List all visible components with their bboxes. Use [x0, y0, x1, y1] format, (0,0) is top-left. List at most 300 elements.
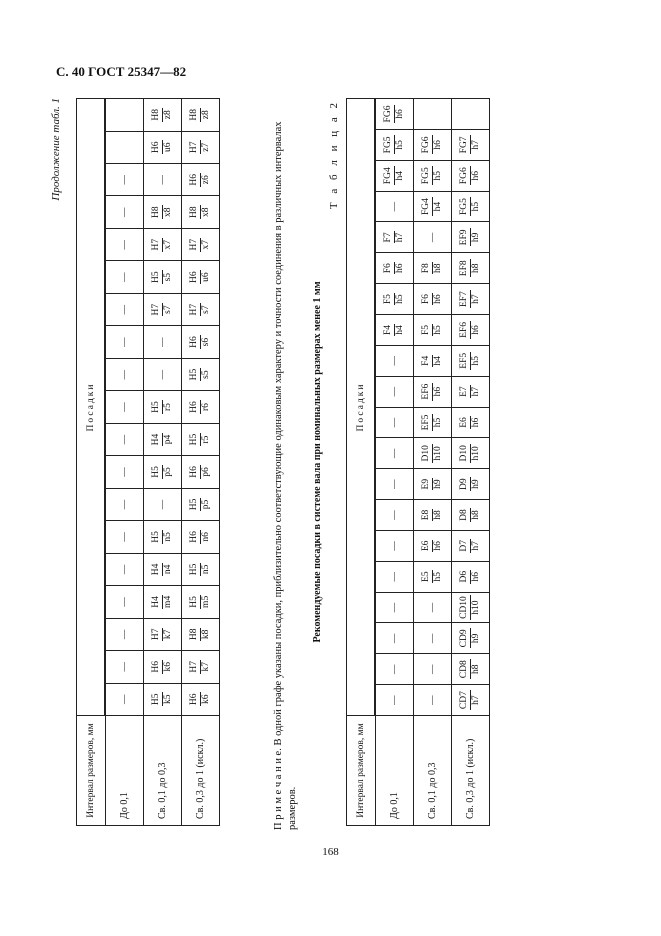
shaft-tolerance: h5 [433, 170, 443, 181]
shaft-tolerance: h5 [433, 571, 443, 582]
fit-fraction [383, 105, 406, 124]
fit-fraction [459, 690, 482, 710]
fit-cell [144, 228, 182, 260]
rotated-content [46, 94, 616, 830]
shaft-tolerance: h7 [471, 140, 481, 150]
hole-tolerance: E6 [459, 417, 469, 428]
fit-fraction [189, 108, 212, 122]
fit-fraction [421, 383, 444, 401]
hole-tolerance: D8 [459, 509, 469, 521]
fit-fraction [459, 595, 482, 620]
hole-tolerance: H8 [151, 108, 161, 121]
hole-tolerance: F7 [383, 232, 393, 243]
fit-fraction [459, 259, 482, 277]
fit-cell [414, 376, 452, 407]
fit-fraction [151, 660, 174, 674]
fit-cell: — [106, 618, 144, 650]
fit-cell [452, 654, 490, 685]
fit-cell: — [144, 326, 182, 358]
hole-tolerance: H5 [189, 563, 199, 576]
fit-cell [144, 423, 182, 455]
fit-cell [452, 623, 490, 654]
fit-fraction [189, 465, 212, 479]
fit-cell [414, 284, 452, 315]
table-row [106, 99, 144, 826]
shaft-tolerance: h5 [471, 201, 481, 212]
hole-tolerance: H7 [189, 141, 199, 154]
hole-tolerance: H7 [151, 628, 161, 641]
hole-tolerance: D7 [459, 540, 469, 552]
fit-cell [452, 592, 490, 623]
shaft-tolerance: h6 [471, 417, 481, 428]
fit-cell: — [106, 196, 144, 228]
fit-cell [144, 131, 182, 163]
fit-cell: — [376, 191, 414, 222]
shaft-tolerance: k5 [163, 694, 173, 705]
fit-cell [414, 99, 452, 130]
shaft-tolerance: h4 [395, 170, 405, 181]
table-row [376, 99, 414, 826]
fit-cell [452, 500, 490, 531]
table-row [414, 99, 452, 826]
fit-cell: — [144, 358, 182, 390]
fit-fraction [151, 595, 174, 609]
fit-cell: — [106, 683, 144, 715]
hole-tolerance: FG4 [421, 198, 431, 216]
shaft-tolerance: h10 [471, 446, 481, 461]
hole-tolerance: H7 [189, 303, 199, 316]
hole-tolerance: F5 [421, 324, 431, 335]
shaft-tolerance: p6 [201, 467, 211, 477]
fit-cell [144, 651, 182, 683]
table-2-label: Т а б л и ц а 2 [328, 100, 340, 210]
fit-cell [376, 222, 414, 253]
hole-tolerance: FG5 [383, 136, 393, 154]
fit-cell [144, 683, 182, 715]
fit-fraction [189, 205, 212, 219]
fit-cell [144, 618, 182, 650]
fit-cell [452, 284, 490, 315]
shaft-tolerance: h5 [471, 356, 481, 366]
shaft-tolerance: r6 [201, 403, 211, 412]
shaft-tolerance: h7 [471, 695, 481, 705]
fit-cell [106, 99, 144, 132]
fit-fraction [459, 628, 482, 648]
hole-tolerance: H8 [189, 206, 199, 219]
fit-fraction [383, 293, 406, 305]
fit-fraction [421, 262, 444, 274]
fit-cell: — [106, 358, 144, 390]
fit-cell [414, 469, 452, 500]
fit-cell [182, 164, 220, 196]
table-2-caption: Рекомендуемые посадки в системе вала при номинальных размерах менее 1 мм [312, 281, 323, 643]
hole-tolerance: E8 [421, 509, 431, 521]
hole-tolerance: H8 [151, 206, 161, 219]
fit-cell [182, 651, 220, 683]
hole-tolerance: E9 [421, 478, 431, 490]
fit-cell: — [106, 553, 144, 585]
shaft-tolerance: m4 [163, 595, 173, 608]
shaft-tolerance: n4 [163, 564, 173, 575]
hole-tolerance: H5 [189, 596, 199, 608]
shaft-tolerance: p5 [201, 499, 211, 510]
fit-cell [106, 131, 144, 163]
fit-fraction [459, 229, 482, 247]
fit-cell: — [376, 376, 414, 407]
fit-fraction [151, 692, 174, 706]
hole-tolerance: E7 [459, 386, 469, 397]
hole-tolerance: EF9 [459, 229, 469, 246]
fit-fraction [151, 205, 174, 219]
shaft-tolerance: k7 [201, 662, 211, 672]
shaft-tolerance: h4 [395, 325, 405, 335]
fit-cell [452, 438, 490, 469]
fit-fraction [151, 433, 174, 447]
fit-fraction [189, 660, 212, 674]
shaft-tolerance: h8 [433, 510, 443, 520]
fit-cell [182, 261, 220, 293]
fit-cell: — [106, 391, 144, 423]
fit-cell [182, 456, 220, 488]
fit-cell: — [106, 293, 144, 325]
fit-fraction [459, 385, 482, 398]
fit-cell [414, 500, 452, 531]
fit-cell: — [376, 685, 414, 716]
shaft-tolerance: u6 [201, 272, 211, 282]
fit-fraction [421, 293, 444, 305]
hole-tolerance: F4 [383, 324, 393, 335]
fit-fraction [151, 628, 174, 642]
fit-cell: — [106, 423, 144, 455]
shaft-tolerance: h7 [395, 232, 405, 243]
fit-fraction [421, 197, 444, 216]
fit-fraction [421, 166, 444, 185]
shaft-tolerance: h9 [471, 633, 481, 644]
shaft-tolerance: h6 [395, 109, 405, 119]
fit-cell [182, 228, 220, 260]
fit-cell [452, 253, 490, 284]
header-interval: Интервал размеров, мм [347, 716, 376, 826]
shaft-tolerance: h7 [471, 541, 481, 551]
hole-tolerance: H6 [151, 660, 161, 673]
fit-cell [452, 685, 490, 716]
row-label: До 0,1 [106, 716, 144, 826]
fit-fraction [151, 563, 174, 577]
fit-fraction [459, 321, 482, 339]
fit-cell [414, 160, 452, 191]
fit-cell [452, 530, 490, 561]
fit-cell: — [106, 456, 144, 488]
fit-cell [414, 253, 452, 284]
hole-tolerance: FG5 [421, 167, 431, 185]
shaft-tolerance: h8 [433, 263, 443, 274]
shaft-tolerance: k7 [163, 629, 173, 640]
hole-tolerance: EF7 [459, 291, 469, 308]
fit-cell [182, 586, 220, 618]
fit-cell [376, 253, 414, 284]
fit-cell [144, 521, 182, 553]
fit-fraction [421, 570, 444, 583]
fit-cell [182, 553, 220, 585]
fit-cell: — [106, 261, 144, 293]
fit-cell: — [376, 592, 414, 623]
hole-tolerance: H5 [151, 271, 161, 283]
fit-cell [144, 261, 182, 293]
shaft-tolerance: h8 [471, 263, 481, 274]
fit-cell [452, 407, 490, 438]
fit-cell [144, 99, 182, 132]
fit-cell [414, 561, 452, 592]
fit-cell [414, 530, 452, 561]
hole-tolerance: FG4 [383, 167, 393, 185]
fit-cell [182, 131, 220, 163]
table-row [182, 99, 220, 826]
fit-cell [452, 469, 490, 500]
fit-cell: — [376, 654, 414, 685]
hole-tolerance: EF6 [459, 322, 469, 338]
hole-tolerance: F6 [383, 263, 393, 274]
fit-cell [414, 438, 452, 469]
fit-cell [452, 191, 490, 222]
fit-cell: — [106, 521, 144, 553]
hole-tolerance: H7 [151, 238, 161, 251]
hole-tolerance: H8 [189, 108, 199, 121]
fit-cell: — [106, 164, 144, 196]
hole-tolerance: EF8 [459, 260, 469, 277]
shaft-tolerance: n6 [201, 532, 211, 542]
fit-cell [182, 99, 220, 132]
hole-tolerance: FG6 [383, 105, 393, 123]
row-label: Св. 0,3 до 1 (искл.) [452, 716, 490, 826]
shaft-tolerance: z8 [163, 110, 173, 120]
table-row [144, 99, 182, 826]
fit-fraction [189, 270, 212, 284]
fit-cell: — [106, 488, 144, 520]
hole-tolerance: H5 [151, 466, 161, 478]
fit-cell: — [144, 488, 182, 520]
fit-cell [144, 196, 182, 228]
fit-fraction [189, 433, 212, 447]
shaft-tolerance: k8 [201, 629, 211, 640]
page-header: С. 40 ГОСТ 25347—82 [56, 64, 187, 79]
fit-fraction [421, 478, 444, 491]
fit-cell [452, 99, 490, 130]
shaft-tolerance: x7 [201, 239, 211, 250]
fit-cell [452, 129, 490, 160]
shaft-tolerance: h9 [433, 479, 443, 489]
hole-tolerance: CD9 [459, 629, 469, 648]
fit-fraction [459, 290, 482, 308]
fit-cell [376, 315, 414, 346]
shaft-tolerance: h6 [471, 170, 481, 181]
shaft-tolerance: x7 [163, 239, 173, 250]
hole-tolerance: FG6 [459, 167, 469, 185]
fit-cell: — [414, 685, 452, 716]
hole-tolerance: EF5 [459, 352, 469, 369]
fit-cell: — [106, 586, 144, 618]
fit-fraction [189, 692, 212, 706]
fit-cell: — [106, 228, 144, 260]
fit-fraction [151, 465, 174, 479]
hole-tolerance: H5 [151, 531, 161, 543]
fit-cell: — [376, 345, 414, 376]
fit-cell: — [414, 654, 452, 685]
fit-cell [452, 561, 490, 592]
hole-tolerance: FG5 [459, 198, 469, 216]
hole-tolerance: D10 [459, 445, 469, 462]
fit-fraction [459, 444, 482, 462]
fit-cell [182, 488, 220, 520]
fit-cell: — [106, 651, 144, 683]
hole-tolerance: D9 [459, 478, 469, 490]
fit-cell [144, 293, 182, 325]
hole-tolerance: H4 [151, 563, 161, 576]
shaft-tolerance: h4 [433, 356, 443, 366]
table-1 [76, 98, 220, 826]
shaft-tolerance: z7 [201, 142, 211, 152]
fit-fraction [189, 368, 212, 382]
hole-tolerance: EF6 [421, 383, 431, 400]
fit-cell [182, 326, 220, 358]
fit-fraction [383, 231, 406, 243]
shaft-tolerance: s6 [201, 337, 211, 347]
hole-tolerance: E6 [421, 540, 431, 552]
hole-tolerance: H5 [189, 433, 199, 446]
table-row [452, 99, 490, 826]
fit-cell [182, 196, 220, 228]
fit-cell: — [414, 623, 452, 654]
fit-fraction [189, 238, 212, 252]
shaft-tolerance: n5 [201, 564, 211, 575]
shaft-tolerance: h6 [433, 386, 443, 397]
shaft-tolerance: h7 [471, 386, 481, 397]
hole-tolerance: F4 [421, 355, 431, 366]
fit-cell [376, 99, 414, 130]
fit-cell [414, 191, 452, 222]
fit-cell [414, 345, 452, 376]
shaft-tolerance: h5 [395, 294, 405, 304]
fit-fraction [189, 173, 212, 187]
fit-fraction [421, 324, 444, 336]
fit-fraction [151, 238, 174, 252]
shaft-tolerance: h10 [471, 600, 481, 615]
shaft-tolerance: k6 [201, 694, 211, 705]
shaft-tolerance: h6 [433, 541, 443, 551]
fit-cell: — [376, 469, 414, 500]
fit-fraction [189, 498, 212, 512]
fit-cell: — [414, 222, 452, 253]
hole-tolerance: H4 [151, 596, 161, 608]
hole-tolerance: D6 [459, 570, 469, 583]
hole-tolerance: CD7 [459, 691, 469, 710]
fit-cell [182, 293, 220, 325]
hole-tolerance: H6 [151, 141, 161, 154]
fit-fraction [421, 540, 444, 553]
shaft-tolerance: u6 [163, 142, 173, 153]
fit-fraction [459, 508, 482, 522]
hole-tolerance: E5 [421, 571, 431, 582]
fit-cell [414, 407, 452, 438]
shaft-tolerance: h9 [471, 232, 481, 243]
hole-tolerance: EF5 [421, 414, 431, 431]
hole-tolerance: H7 [189, 660, 199, 673]
fit-cell [144, 586, 182, 618]
hole-tolerance: H6 [189, 693, 199, 706]
shaft-tolerance: h9 [471, 479, 481, 489]
fit-fraction [459, 352, 482, 370]
fit-fraction [189, 628, 212, 642]
fit-fraction [421, 509, 444, 522]
fit-cell: — [376, 407, 414, 438]
fit-cell: — [414, 592, 452, 623]
fit-fraction [151, 140, 174, 154]
hole-tolerance: H5 [189, 368, 199, 381]
shaft-tolerance: h10 [433, 446, 443, 461]
shaft-tolerance: h6 [395, 263, 405, 274]
hole-tolerance: H5 [189, 498, 199, 511]
hole-tolerance: F6 [421, 294, 431, 305]
shaft-tolerance: h5 [433, 417, 443, 428]
continuation-label: Продолжение табл. 1 [50, 98, 62, 201]
hole-tolerance: H7 [151, 303, 161, 316]
shaft-tolerance: k6 [163, 662, 173, 672]
hole-tolerance: H6 [189, 401, 199, 413]
header-fits: Посадки [77, 99, 105, 716]
hole-tolerance: D10 [421, 445, 431, 462]
fit-fraction [151, 303, 174, 317]
fit-fraction [383, 135, 406, 154]
fit-cell: — [376, 500, 414, 531]
fit-fraction [189, 140, 212, 154]
fit-fraction [459, 659, 482, 679]
fit-fraction [151, 400, 174, 414]
shaft-tolerance: h7 [471, 294, 481, 304]
fit-cell: — [376, 623, 414, 654]
fit-cell [376, 284, 414, 315]
hole-tolerance: F5 [383, 294, 393, 305]
fit-fraction [151, 530, 174, 544]
fit-fraction [151, 108, 174, 122]
row-label: Св. 0,3 до 1 (искл.) [182, 716, 220, 826]
row-label: До 0,1 [376, 716, 414, 826]
fit-fraction [421, 444, 444, 462]
shaft-tolerance: n5 [163, 532, 173, 542]
shaft-tolerance: s7 [163, 305, 173, 314]
hole-tolerance: CD10 [459, 596, 469, 619]
fit-cell: — [376, 530, 414, 561]
fit-fraction [421, 135, 444, 154]
shaft-tolerance: s5 [201, 370, 211, 379]
hole-tolerance: H6 [189, 466, 199, 478]
shaft-tolerance: h5 [433, 325, 443, 335]
shaft-tolerance: r5 [201, 435, 211, 444]
hole-tolerance: H7 [189, 238, 199, 251]
fit-fraction [383, 262, 406, 274]
header-interval: Интервал размеров, мм [77, 716, 106, 826]
fit-fraction [383, 166, 406, 185]
fit-cell: — [144, 164, 182, 196]
fit-fraction [189, 400, 212, 414]
fit-fraction [189, 530, 212, 544]
fit-cell [144, 456, 182, 488]
fit-cell [182, 358, 220, 390]
page-number: 168 [322, 846, 339, 858]
fit-fraction [459, 416, 482, 429]
hole-tolerance: H6 [189, 173, 199, 186]
shaft-tolerance: s7 [201, 305, 211, 314]
hole-tolerance: H6 [189, 531, 199, 543]
fit-cell [182, 423, 220, 455]
